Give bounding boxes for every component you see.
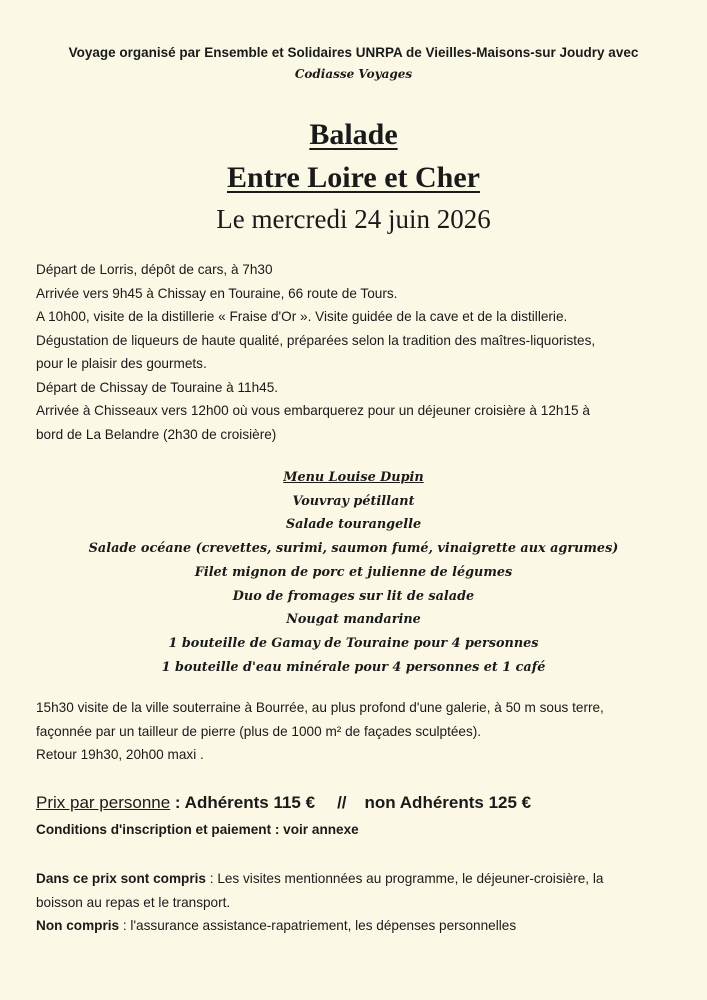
menu-item: Nougat mandarine <box>286 612 421 628</box>
lunch-menu <box>0 466 707 679</box>
organizer-text: Voyage organisé par Ensemble et Solidaires UNRPA de Vieilles-Maisons-sur Joudry avec <box>68 45 639 60</box>
included-line-2: boisson au repas et le transport. <box>36 894 231 910</box>
menu-item: Vouvray pétillant <box>292 493 415 509</box>
program-line: Arrivée à Chisseaux vers 12h00 où vous embarquerez pour un déjeuner croisière à 12h15 à <box>36 403 590 418</box>
included-label: Dans ce prix sont compris <box>36 871 206 886</box>
menu-item: Filet mignon de porc et julienne de légumes <box>194 564 513 580</box>
not-included-text: : l'assurance assistance-rapatriement, les dépenses personnelles <box>119 918 517 933</box>
afternoon-line: Retour 19h30, 20h00 maxi . <box>36 747 204 762</box>
price-label: Prix par personne <box>36 793 171 812</box>
menu-item: 1 bouteille de Gamay de Touraine pour 4 personnes <box>168 635 539 651</box>
event-date: Le mercredi 24 juin 2026 <box>216 204 491 234</box>
menu-item: Salade océane (crevettes, surimi, saumon fumé, vinaigrette aux agrumes) <box>88 541 619 557</box>
included-text: : Les visites mentionnées au programme, le déjeuner-croisière, la <box>205 871 604 886</box>
afternoon-line: 15h30 visite de la ville souterraine à Bourrée, au plus profond d'une galerie, à 50 m sous terre, <box>36 700 604 715</box>
organizer-header <box>20 43 687 85</box>
program-line: bord de La Belandre (2h30 de croisière) <box>36 426 277 442</box>
price-colon: : <box>170 793 185 812</box>
menu-title: Menu Louise Dupin <box>283 470 424 485</box>
title-line-1: Balade <box>309 118 398 151</box>
price-non-members: non Adhérents 125 € <box>364 793 532 812</box>
program-line: Départ de Chissay de Touraine à 11h45. <box>36 379 279 395</box>
program-text <box>36 258 683 446</box>
program-line: A 10h00, visite de la distillerie « Fraise d'Or ». Visite guidée de la cave et de la distillerie. <box>36 309 568 324</box>
afternoon-program <box>36 696 689 767</box>
program-line: pour le plaisir des gourmets. <box>36 356 207 371</box>
price-separator: // <box>337 793 347 812</box>
price-members: Adhérents 115 € <box>184 793 316 812</box>
menu-item: 1 bouteille d'eau minérale pour 4 personnes et 1 café <box>161 659 546 675</box>
not-included-line <box>36 914 683 938</box>
title-block <box>0 113 707 240</box>
program-line: Dégustation de liqueurs de haute qualité, préparées selon la tradition des maîtres-liquoristes, <box>36 332 596 348</box>
menu-item: Salade tourangelle <box>285 517 422 533</box>
afternoon-line: façonnée par un tailleur de pierre (plus de 1000 m² de façades sculptées). <box>36 723 482 739</box>
agency-name: Codiasse Voyages <box>294 67 413 81</box>
program-line: Départ de Lorris, dépôt de cars, à 7h30 <box>36 262 273 277</box>
title-line-2: Entre Loire et Cher <box>227 161 480 194</box>
menu-item: Duo de fromages sur lit de salade <box>232 588 475 604</box>
included-section <box>36 867 683 938</box>
included-line <box>36 867 683 891</box>
program-line: Arrivée vers 9h45 à Chissay en Touraine, 66 route de Tours. <box>36 285 398 301</box>
price-line <box>36 790 687 816</box>
conditions-note: Conditions d'inscription et paiement : voir annexe <box>36 822 359 837</box>
not-included-label: Non compris <box>36 918 120 933</box>
